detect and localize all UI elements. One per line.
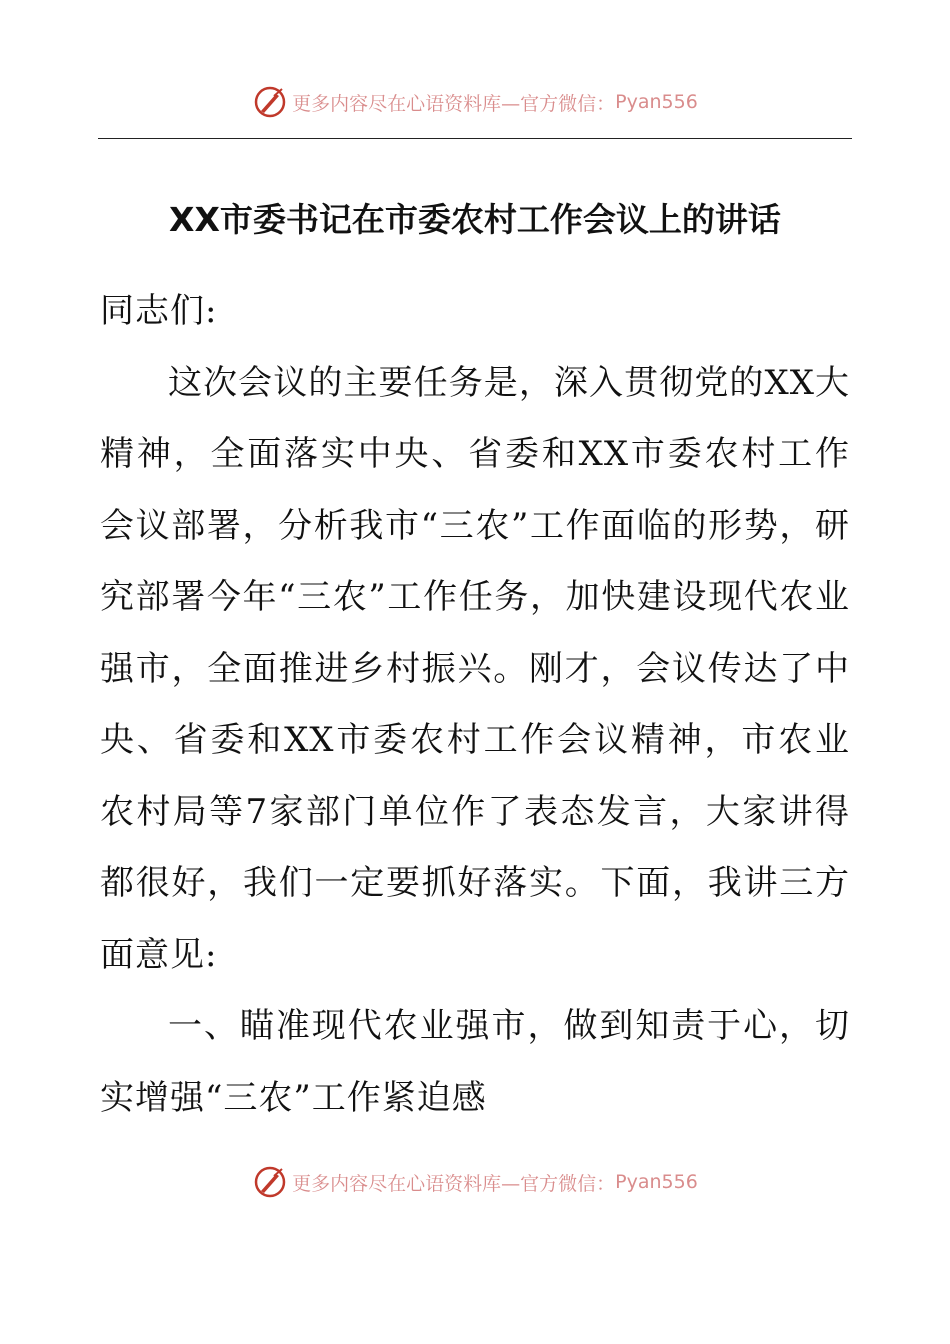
paragraph-1: 这次会议的主要任务是，深入贯彻党的XX大精神，全面落实中央、省委和XX市委农村工作会议部署，分析我市“三农”工作面临的形势，研究部署今年“三农”工作任务，加快建设现代农业强市，全面推进乡村振兴。刚才，会议传达了中央、省委和XX市委农村工作会议精神，市农业农村局等7家部门单位作了表态发言，大家讲得都很好，我们一定要抓好落实。下面，我讲三方面意见: xyxy=(100,362,850,975)
watermark-wechat-id: Pyan556 xyxy=(615,91,698,113)
header-watermark xyxy=(0,80,950,124)
document-body xyxy=(100,276,850,1134)
section-1-heading: 一、瞄准现代农业强市，做到知责于心，切实增强“三农”工作紧迫感 xyxy=(100,1006,850,1118)
document-title: XX市委书记在市委农村工作会议上的讲话 xyxy=(169,200,781,239)
footer-watermark xyxy=(0,1160,950,1204)
watermark-site-text: 更多内容尽在心语资料库—官方微信： xyxy=(292,92,616,115)
quill-pen-circle-icon xyxy=(252,84,288,120)
salutation: 同志们: xyxy=(100,291,218,331)
quill-pen-circle-icon xyxy=(252,1164,288,1200)
header-divider xyxy=(98,138,852,139)
watermark-wechat-id: Pyan556 xyxy=(615,1171,698,1193)
watermark-site-text: 更多内容尽在心语资料库—官方微信： xyxy=(292,1172,616,1195)
